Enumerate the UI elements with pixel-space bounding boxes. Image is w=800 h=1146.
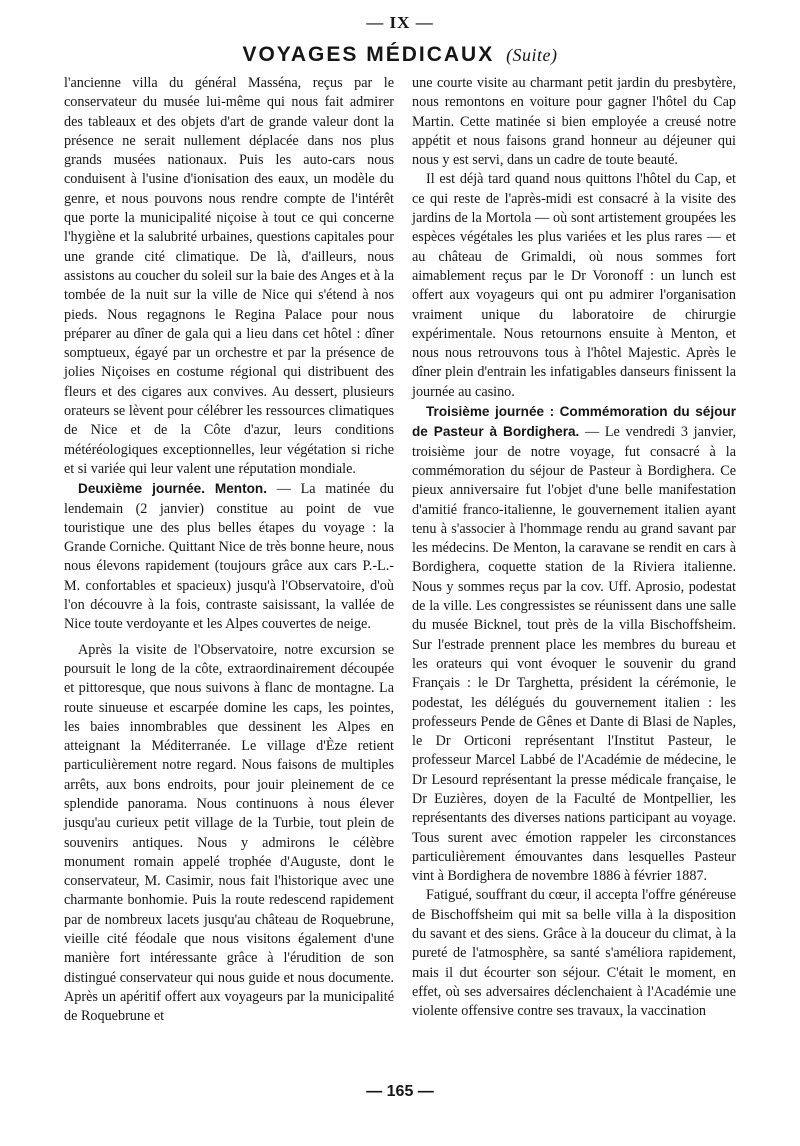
paragraph-body: — La matinée du lendemain (2 janvier) constitue au point de vue touristique une des plus belles étapes du voyage : la Grande Corniche. Quittant Nice de très bonne heure, nous nous élevons rapidement (toujours grâce aux cars P.-L.-M. confortables et spacieux) jusqu'à l'Observatoire, d'où l'on découvre à la fois, contraste saisissant, la vallée de Nice toute verdoyante et les Alpes couvertes de neige. (64, 481, 394, 633)
paragraph (64, 479, 394, 634)
paragraph: Fatigué, souffrant du cœur, il accepta l'offre généreuse de Bischoffsheim qui mit sa belle villa à la disposition du savant et des siens. Grâce à la douceur du climat, à la pureté de l'atmosphère, sa santé s'améliora rapidement, mais il dut écourter son séjour. C'était le moment, en effet, où ses adversaires déclenchaient à l'Académie une violente offensive contre ses travaux, la vaccination (412, 887, 736, 1020)
section-heading-deuxieme-journee: Deuxième journée. Menton. (78, 481, 268, 497)
left-column (64, 74, 394, 1027)
paragraph: l'ancienne villa du général Masséna, reçus par le conservateur du musée lui-même qui nous fait admirer des tableaux et des objets d'art de grande valeur dont la présence ne serait nullement déplacée dans nos plus grands musées nationaux. Puis les auto-cars nous conduisent à l'usine d'ionisation des eaux, un modèle du genre, et nous pouvons nous rendre compte de l'intérêt que porte la municipalité niçoise à tout ce qui concerne l'hygiène et la salubrité urbaines, questions capitales pour une grande cité climatique. De là, d'ailleurs, nous assistons au coucher du soleil sur la baie des Anges et à la tombée de la nuit sur la ville de Nice qui s'étend à nos pieds. Nous regagnons le Regina Palace pour nous préparer au dîner de gala qui a lieu dans cet hôtel : dîner somptueux, égayé par un orchestre et par la présence de jolies Niçoises en costume régional qui distribuent des fleurs et des cigares aux convives. Au dessert, plusieurs orateurs se lèvent pour célébrer les ressources climatiques de Nice et de la Côte d'azur, leurs conditions météréologiques exceptionnelles, leur végétation si riche et si variée qui leur valent une réputation mondiale. (64, 75, 394, 477)
article-title-suite: (Suite) (506, 45, 558, 65)
page-number: — 165 — (366, 1083, 434, 1100)
right-column (412, 74, 736, 1022)
paragraph (412, 402, 736, 886)
article-title-text: VOYAGES MÉDICAUX (242, 43, 495, 66)
paragraph: une courte visite au charmant petit jardin du presbytère, nous remontons en voiture pour gagner l'hôtel du Cap Martin. Cette matinée si bien employée a creusé notre appétit et nous faisons grand honneur au déjeuner qui nous y est servi, dans un cadre de toute beauté. (412, 75, 736, 169)
paragraph: Après la visite de l'Observatoire, notre excursion se poursuit le long de la côte, extraordinairement découpée et pittoresque, que nous suivons à flanc de montagne. La route sinueuse et escarpée domine les caps, les pointes, les baies innombrables que dessinent les Alpes en atteignant la Méditerranée. Le village d'Èze retient particulièrement notre regard. Nous faisons de multiples arrêts, aux bons endroits, pour jouir pleinement de ce splendide panorama. Nous continuons à nous élever jusqu'au curieux petit village de la Turbie, tout plein de souvenirs antiques. Nous y admirons le célèbre monument romain appelé trophée d'Auguste, dont le conservateur, M. Casimir, nous fait l'historique avec une charmante bonhomie. Puis la route redescend rapidement par de nombreux lacets jusqu'au château de Roquebrune, vieille cité féodale que nous visitons également d'une manière fort intéressante grâce à l'érudition de son distingué conservateur qui nous guide et nous documente. Après un apéritif offert aux voyageurs par la municipalité de Roquebrune et (64, 641, 394, 1025)
article-title (0, 42, 800, 68)
section-heading-troisieme-journee: Troisième journée : Commémoration du séjour de Pasteur à Bordighera. (412, 404, 736, 440)
paragraph: Il est déjà tard quand nous quittons l'hôtel du Cap, et ce qui reste de l'après-midi est consacré à la visite des jardins de la Mortola — où sont artistement groupées les espèces végétales les plus variées et les plus rares — et au château de Grimaldi, où nous sommes fort aimablement reçus par le Dr Voronoff : un lunch est offert aux voyageurs qui ont pu admirer l'organisation vraiment unique du laboratoire de chirurgie expérimentale. Nous retournons ensuite à Menton, et nous nous retrouvons tous à l'hôtel Majestic. Après le dîner plein d'entrain les infatigables danseurs finissent la journée au casino. (412, 171, 736, 400)
paragraph-body: — Le vendredi 3 janvier, troisième jour de notre voyage, fut consacré à la commémoration du séjour de Pasteur à Bordighera. Ce pieux anniversaire fut l'objet d'une belle manifestation d'amitié franco-italienne, le gouvernement italien ayant tenu à s'associer à l'hommage rendu au grand savant par les médecins. De Menton, la caravane se rendit en cars à Bordighera, coquette station de la Riviera italienne. Nous y sommes reçus par la cov. Uff. Aprosio, podestat de la ville. Les congressistes se réunissent dans une salle du musée Bicknel, tout près de la villa Bischoffsheim. Sur l'estrade prennent place les membres du bureau et les orateurs qui vont évoquer le souvenir du grand Français : le Dr Targhetta, président la cérémonie, le podestat, les délégués du gouvernement italien : les professeurs Pende de Gênes et Dante di Blasi de Naples, le Dr Orticoni représentant l'Institut Pasteur, le professeur Marcel Labbé de l'Académie de médecine, le Dr Lesourd représentant la presse médicale française, le Dr Euzières, doyen de la Faculté de Montpellier, les représentants des diverses nations participant au voyage. Tous surent avec émotion rappeler les circonstances particulièrement émouvantes dans lesquelles Pasteur vint à Bordighera de novembre 1886 à février 1887. (412, 424, 736, 885)
page-section-numeral: — IX — (366, 13, 434, 32)
